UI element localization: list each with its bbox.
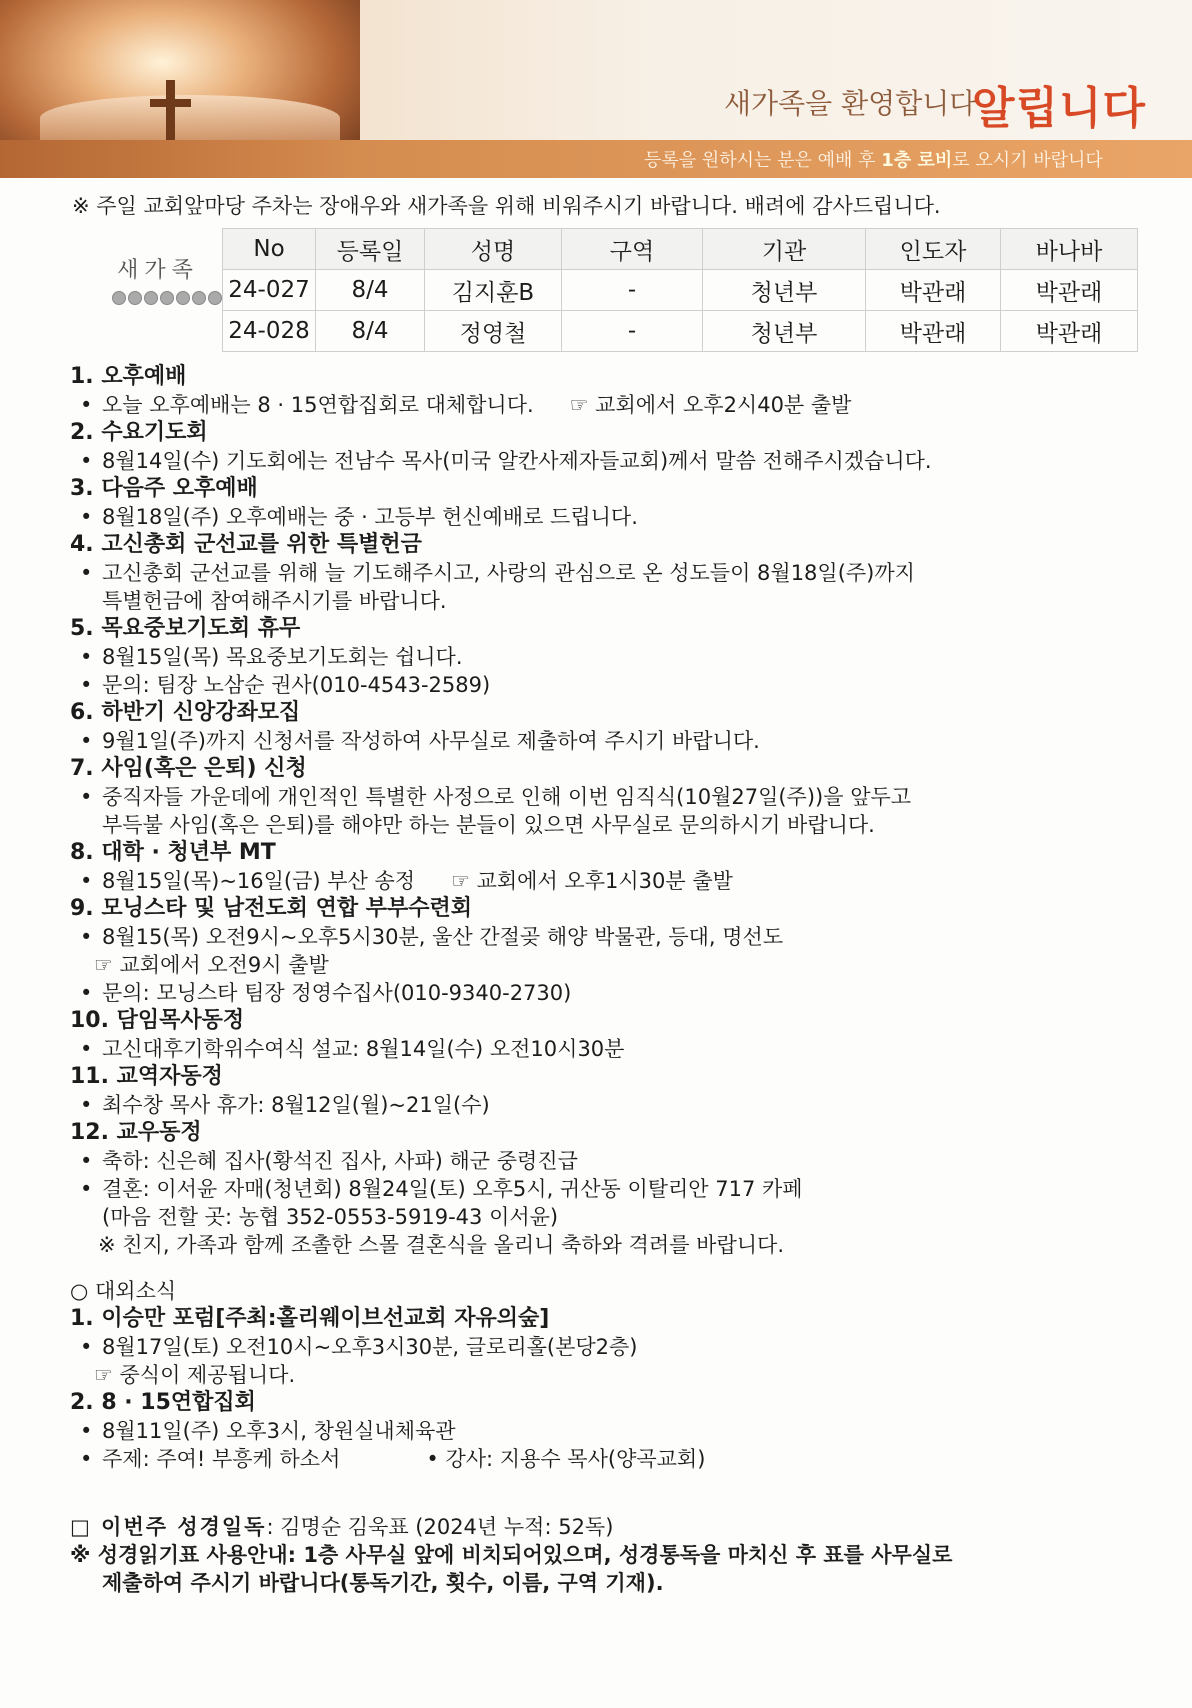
page-title: 알립니다 xyxy=(972,83,1147,134)
new-family-table xyxy=(222,228,1138,352)
col-name: 성명 xyxy=(425,229,562,270)
table-row: 24-027 8/4 김지훈B - 청년부 박관래 박관래 xyxy=(223,270,1138,311)
welcome-text: 새가족을 환영합니다 xyxy=(724,87,977,120)
bible-reading-line: □ 이번주 성경일독: 김명순 김욱표 (2024년 누적: 52독) xyxy=(70,1515,614,1539)
col-guide: 인도자 xyxy=(866,229,1001,270)
col-no: No xyxy=(223,229,316,270)
list-item: • 최수창 목사 휴가: 8월12일(월)~21일(수) xyxy=(70,1091,1150,1119)
reading-chart-note-continued: 제출하여 주시기 바랍니다(통독기간, 횟수, 이름, 구역 기재). xyxy=(102,1571,664,1595)
pointer-note: ☞ 중식이 제공됩니다. xyxy=(94,1363,296,1387)
list-item: • 8월17일(토) 오전10시~오후3시30분, 글로리홀(본당2층) xyxy=(70,1333,1150,1361)
item-title: 10. 담임목사동정 xyxy=(70,1008,245,1033)
parking-notice: ※ 주일 교회앞마당 주차는 장애우와 새가족을 위해 비워주시기 바랍니다. 배려에 감사드립니다. xyxy=(72,194,941,218)
header-banner xyxy=(0,0,1192,178)
welcome-badge xyxy=(112,290,224,309)
list-item: • 주제: 주여! 부흥케 하소서 • 강사: 지용수 목사(양곡교회) xyxy=(70,1445,1150,1473)
new-family-label: 새가족 xyxy=(117,258,199,283)
item-title: 4. 고신총회 군선교를 위한 특별헌금 xyxy=(70,532,422,557)
item-title: 5. 목요중보기도회 휴무 xyxy=(70,616,301,641)
list-item: • 문의: 모닝스타 팀장 정영수집사(010-9340-2730) xyxy=(70,979,1150,1007)
item-title: 2. 8 · 15연합집회 xyxy=(70,1390,256,1415)
list-item: • 8월18일(주) 오후예배는 중 · 고등부 헌신예배로 드립니다. xyxy=(70,503,1150,531)
table-row: 24-028 8/4 정영철 - 청년부 박관래 박관래 xyxy=(223,311,1138,352)
table-header-row xyxy=(223,229,1138,270)
cross-icon xyxy=(166,80,175,142)
item-title: 6. 하반기 신앙강좌모집 xyxy=(70,700,301,725)
item-title: 9. 모닝스타 및 남전도회 연합 부부수련회 xyxy=(70,896,472,921)
col-date: 등록일 xyxy=(316,229,425,270)
list-item: • 중직자들 가운데에 개인적인 특별한 사정으로 인해 이번 임직식(10월27일(주))을 앞두고 xyxy=(70,783,1150,811)
item-title: 1. 이승만 포럼[주최:홀리웨이브선교회 자유의숲] xyxy=(70,1306,550,1331)
item-title: 3. 다음주 오후예배 xyxy=(70,476,258,501)
list-item: • 8월14일(수) 기도회에는 전남수 목사(미국 알칸사제자들교회)께서 말씀 전해주시겠습니다. xyxy=(70,447,1150,475)
list-item: • 고신총회 군선교를 위해 늘 기도해주시고, 사랑의 관심으로 온 성도들이 8월18일(주)까지 xyxy=(70,559,1150,587)
item-title: 1. 오후예배 xyxy=(70,364,187,389)
item-title: 7. 사임(혹은 은퇴) 신청 xyxy=(70,756,307,781)
item-title: 8. 대학 · 청년부 MT xyxy=(70,840,276,865)
list-item: • 오늘 오후예배는 8 · 15연합집회로 대체합니다. ☞ 교회에서 오후2시40분 출발 xyxy=(70,391,1150,419)
external-news-heading: ○ 대외소식 xyxy=(70,1279,177,1303)
list-item: • 8월15일(목)~16일(금) 부산 송정 ☞ 교회에서 오후1시30분 출발 xyxy=(70,867,1150,895)
announcement-list xyxy=(70,363,1150,1597)
col-barnabas: 바나바 xyxy=(1001,229,1138,270)
list-item-continued: 특별헌금에 참여해주시기를 바랍니다. xyxy=(102,589,447,613)
col-district: 구역 xyxy=(562,229,703,270)
wedding-note: ※ 친지, 가족과 함께 조촐한 스몰 결혼식을 올리니 축하와 격려를 바랍니다. xyxy=(98,1233,784,1257)
list-item-continued: (마음 전할 곳: 농협 352-0553-5919-43 이서윤) xyxy=(102,1205,559,1229)
list-item: • 고신대후기학위수여식 설교: 8월14일(수) 오전10시30분 xyxy=(70,1035,1150,1063)
reading-chart-note: ※ 성경읽기표 사용안내: 1층 사무실 앞에 비치되어있으며, 성경통독을 마치신 후 표를 사무실로 xyxy=(70,1543,953,1567)
list-item-continued: 부득불 사임(혹은 은퇴)를 해야만 하는 분들이 있으면 사무실로 문의하시기 바랍니다. xyxy=(102,813,875,837)
item-title: 12. 교우동정 xyxy=(70,1120,202,1145)
list-item: • 결혼: 이서윤 자매(청년회) 8월24일(토) 오후5시, 귀산동 이탈리안 717 카페 xyxy=(70,1175,1150,1203)
col-org: 기관 xyxy=(703,229,866,270)
pointer-note: ☞ 교회에서 오전9시 출발 xyxy=(94,953,329,977)
list-item: • 축하: 신은혜 집사(황석진 집사, 사파) 해군 중령진급 xyxy=(70,1147,1150,1175)
list-item: • 문의: 팀장 노삼순 권사(010-4543-2589) xyxy=(70,671,1150,699)
item-title: 2. 수요기도회 xyxy=(70,420,208,445)
list-item: • 8월15일(목) 목요중보기도회는 쉽니다. xyxy=(70,643,1150,671)
list-item: • 8월15(목) 오전9시~오후5시30분, 울산 간절곶 해양 박물관, 등대, 명선도 xyxy=(70,923,1150,951)
list-item: • 8월11일(주) 오후3시, 창원실내체육관 xyxy=(70,1417,1150,1445)
header-subtitle: 등록을 원하시는 분은 예배 후 1층 로비로 오시기 바랍니다 xyxy=(644,150,1103,171)
item-title: 11. 교역자동정 xyxy=(70,1064,223,1089)
list-item: • 9월1일(주)까지 신청서를 작성하여 사무실로 제출하여 주시기 바랍니다. xyxy=(70,727,1150,755)
